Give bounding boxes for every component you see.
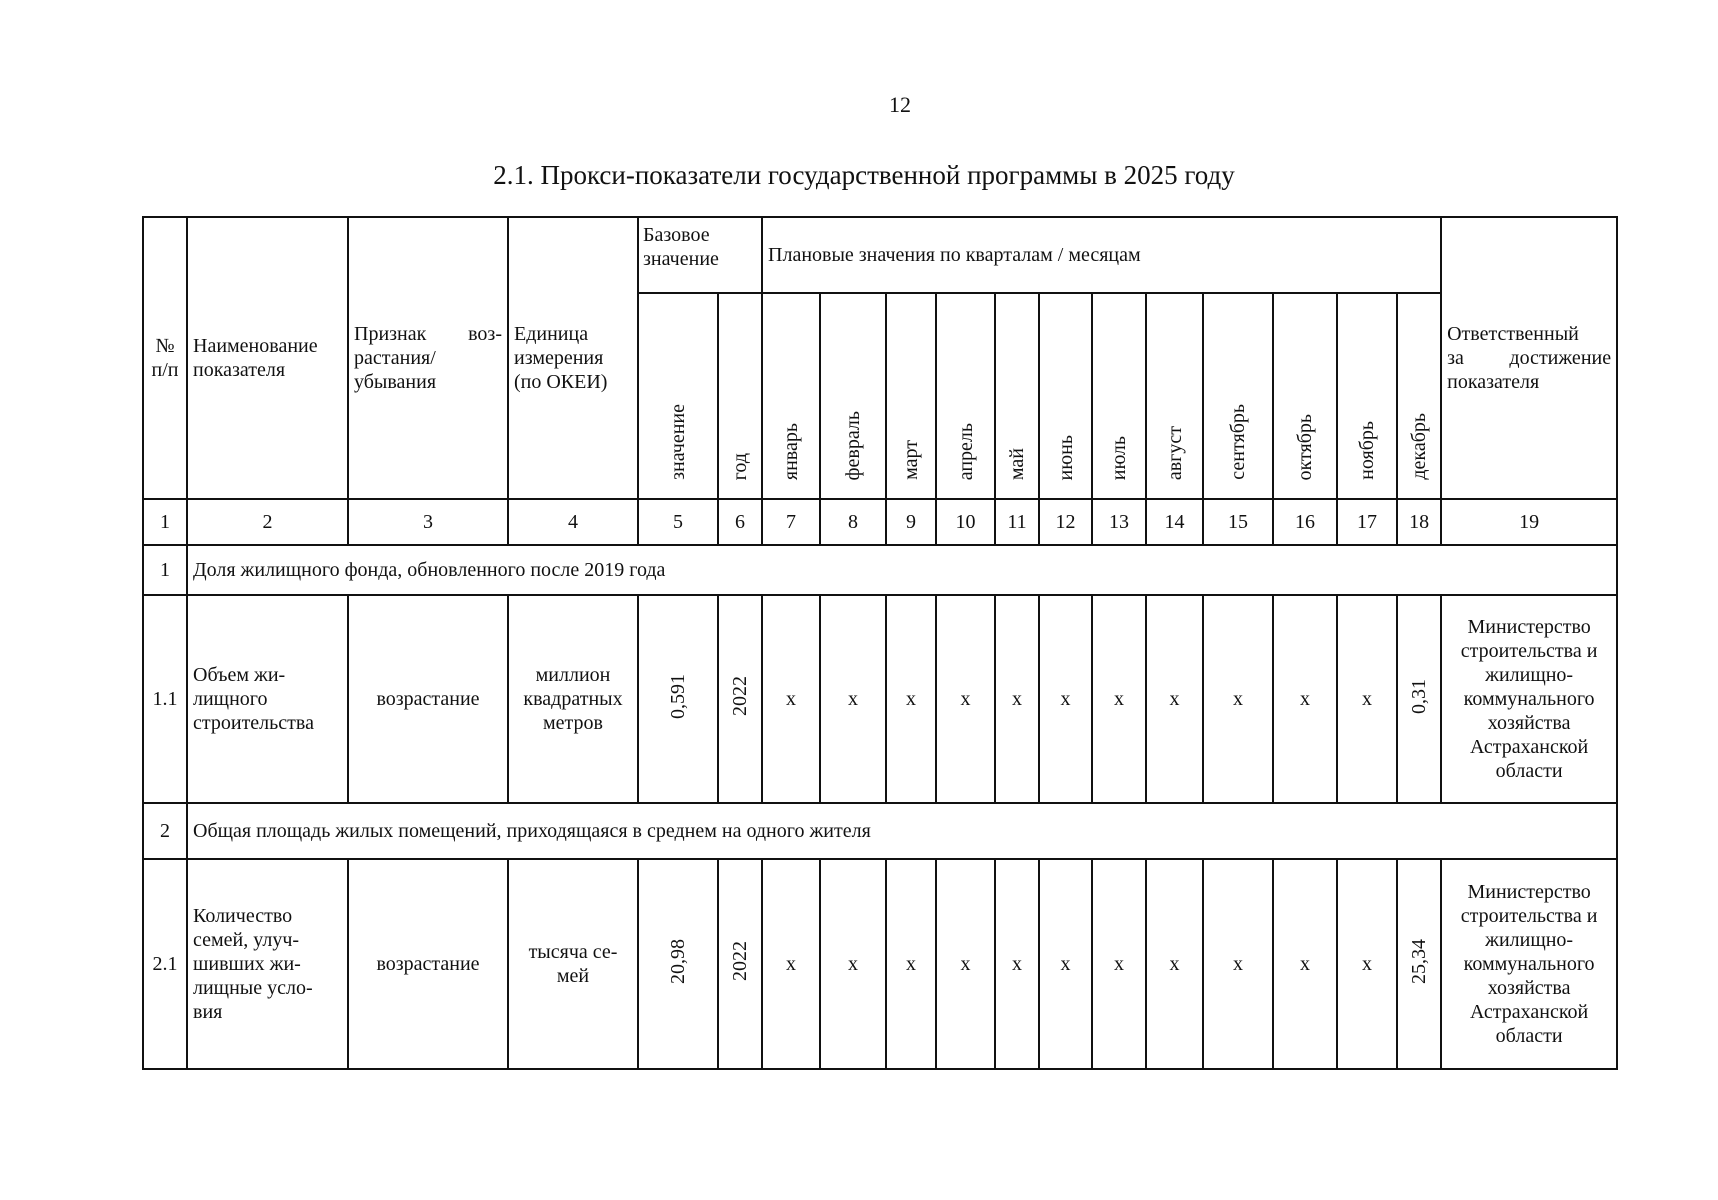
header-trend-line1: Признак воз-	[354, 323, 502, 345]
column-number: 6	[718, 499, 762, 545]
month-value: x	[1273, 595, 1337, 803]
month-label: декабрь	[1408, 413, 1431, 480]
row-base-value-text: 20,98	[667, 938, 689, 984]
month-value: x	[820, 595, 886, 803]
column-number: 2	[187, 499, 348, 545]
column-number: 12	[1039, 499, 1092, 545]
column-number: 10	[936, 499, 995, 545]
month-label: август	[1163, 425, 1186, 480]
header-month-jul	[1092, 293, 1146, 499]
month-value: x	[1039, 859, 1092, 1069]
month-label: июль	[1108, 435, 1131, 480]
row-base-year-text: 2022	[729, 676, 751, 716]
header-month-may	[995, 293, 1039, 499]
column-number-row	[143, 499, 1617, 545]
month-value: x	[886, 595, 936, 803]
row-december-value	[1397, 859, 1441, 1069]
row-name: Количество семей, улуч- шивших жи- лищные усло- вия	[187, 859, 348, 1069]
month-label: июнь	[1054, 434, 1077, 480]
row-base-value	[638, 595, 718, 803]
month-label: сентябрь	[1227, 404, 1250, 480]
row-base-value-text: 0,591	[667, 673, 689, 719]
month-label: ноябрь	[1356, 421, 1379, 480]
month-value: x	[1039, 595, 1092, 803]
indicators-table	[142, 216, 1618, 1070]
month-value: x	[1092, 595, 1146, 803]
section-no: 2	[143, 803, 187, 859]
header-base-value-text: значение	[667, 404, 689, 480]
header-base-year	[718, 293, 762, 499]
header-trend	[348, 217, 508, 499]
header-month-mar	[886, 293, 936, 499]
row-unit: тысяча се- мей	[508, 859, 638, 1069]
column-number: 5	[638, 499, 718, 545]
column-number: 11	[995, 499, 1039, 545]
table-row	[143, 859, 1617, 1069]
month-value: x	[820, 859, 886, 1069]
row-base-value	[638, 859, 718, 1069]
table-row	[143, 595, 1617, 803]
month-value: x	[1203, 595, 1273, 803]
month-value: x	[886, 859, 936, 1069]
column-number: 14	[1146, 499, 1203, 545]
month-value: x	[1337, 595, 1397, 803]
month-value: x	[936, 595, 995, 803]
column-number: 3	[348, 499, 508, 545]
month-label: апрель	[954, 422, 977, 480]
column-number: 18	[1397, 499, 1441, 545]
header-base-year-text: год	[729, 452, 751, 480]
month-value: x	[1092, 859, 1146, 1069]
month-label: май	[1006, 447, 1029, 480]
month-value: x	[936, 859, 995, 1069]
row-base-year	[718, 859, 762, 1069]
row-december-text: 0,31	[1408, 678, 1431, 714]
header-month-oct	[1273, 293, 1337, 499]
section-title: Доля жилищного фонда, обновленного после 2019 года	[187, 545, 1617, 595]
month-value: x	[1203, 859, 1273, 1069]
column-number: 19	[1441, 499, 1617, 545]
header-base: Базовое значение	[638, 217, 762, 293]
row-name: Объем жи- лищного строительства	[187, 595, 348, 803]
section-title: Общая площадь жилых помещений, приходящаяся в среднем на одного жителя	[187, 803, 1617, 859]
column-number: 7	[762, 499, 820, 545]
header-unit: Единица измерения (по ОКЕИ)	[508, 217, 638, 499]
month-value: x	[995, 859, 1039, 1069]
month-value: x	[762, 859, 820, 1069]
column-number: 16	[1273, 499, 1337, 545]
header-responsible-line2: за достижение	[1447, 347, 1612, 369]
row-december-value	[1397, 595, 1441, 803]
row-no: 2.1	[143, 859, 187, 1069]
month-label: март	[900, 440, 923, 480]
month-label: октябрь	[1294, 413, 1317, 480]
month-value: x	[995, 595, 1039, 803]
column-number: 8	[820, 499, 886, 545]
header-month-jun	[1039, 293, 1092, 499]
row-base-year	[718, 595, 762, 803]
row-trend: возрастание	[348, 595, 508, 803]
header-no: № п/п	[143, 217, 187, 499]
header-month-feb	[820, 293, 886, 499]
column-number: 9	[886, 499, 936, 545]
row-december-text: 25,34	[1408, 938, 1431, 984]
row-trend: возрастание	[348, 859, 508, 1069]
column-number: 4	[508, 499, 638, 545]
month-value: x	[1146, 595, 1203, 803]
column-number: 1	[143, 499, 187, 545]
column-number: 17	[1337, 499, 1397, 545]
month-value: x	[762, 595, 820, 803]
header-month-sep	[1203, 293, 1273, 499]
row-no: 1.1	[143, 595, 187, 803]
month-value: x	[1337, 859, 1397, 1069]
header-base-value	[638, 293, 718, 499]
header-month-dec	[1397, 293, 1441, 499]
header-month-nov	[1337, 293, 1397, 499]
page-number: 12	[889, 92, 911, 117]
document-title: 2.1. Прокси-показатели государственной программы в 2025 году	[493, 160, 1235, 190]
section-no: 1	[143, 545, 187, 595]
row-responsible: Министерство строительства и жилищно-коммунального хозяйства Астраханской области	[1441, 859, 1617, 1069]
section-row-1	[143, 545, 1617, 595]
column-number: 13	[1092, 499, 1146, 545]
header-responsible	[1441, 217, 1617, 499]
month-value: x	[1273, 859, 1337, 1069]
header-name: Наименование показателя	[187, 217, 348, 499]
header-month-aug	[1146, 293, 1203, 499]
header-row-top	[143, 217, 1617, 293]
column-number: 15	[1203, 499, 1273, 545]
row-base-year-text: 2022	[729, 941, 751, 981]
month-label: февраль	[842, 410, 865, 480]
header-trend-line2: растания/ убывания	[354, 347, 437, 393]
row-responsible: Министерство строительства и жилищно-коммунального хозяйства Астраханской области	[1441, 595, 1617, 803]
header-month-apr	[936, 293, 995, 499]
month-label: январь	[780, 422, 803, 480]
header-responsible-line1: Ответственный	[1447, 323, 1579, 345]
section-row-2	[143, 803, 1617, 859]
header-month-jan	[762, 293, 820, 499]
row-unit: миллион квадратных метров	[508, 595, 638, 803]
month-value: x	[1146, 859, 1203, 1069]
header-plan: Плановые значения по кварталам / месяцам	[762, 217, 1441, 293]
header-responsible-line3: показателя	[1447, 371, 1540, 393]
